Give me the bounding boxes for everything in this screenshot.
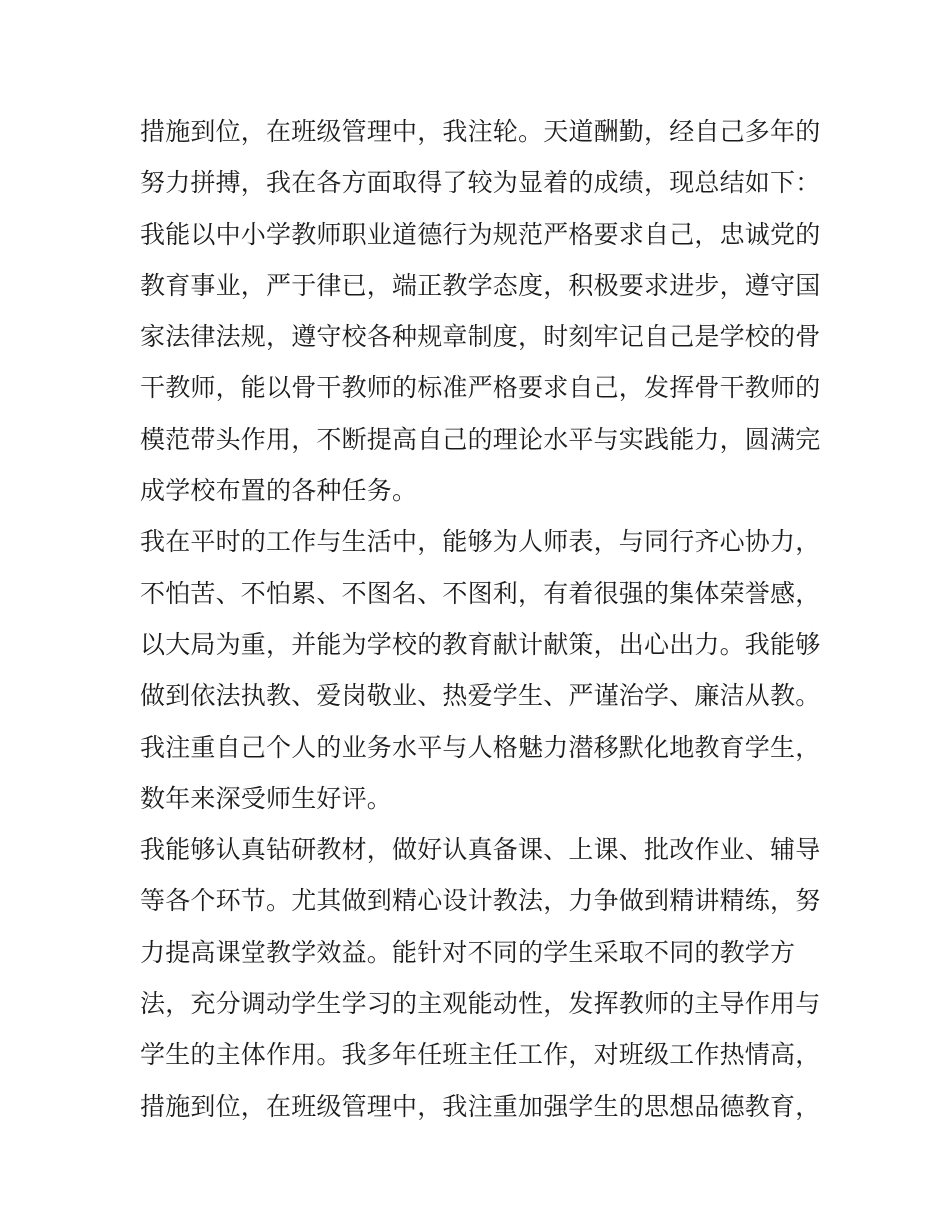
text-line: 法，充分调动学生学习的主观能动性，发挥教师的主导作用与 [140, 989, 821, 1019]
text-line: 家法律法规，遵守校各种规章制度，时刻牢记自己是学校的骨 [140, 322, 821, 352]
text-line: 措施到位，在班级管理中，我注重加强学生的思想品德教育， [140, 1091, 821, 1121]
text-line: 措施到位，在班级管理中，我注轮。天道酬勤，经自己多年的 [140, 117, 821, 146]
text-line: 我注重自己个人的业务水平与人格魅力潜移默化地教育学生， [140, 732, 821, 762]
document-body [140, 106, 830, 1132]
text-line: 我能以中小学教师职业道德行为规范严格要求自己，忠诚党的 [140, 219, 821, 249]
text-line: 我能够认真钻研教材，做好认真备课、上课、批改作业、辅导 [140, 835, 821, 865]
text-line: 努力拼搏，我在各方面取得了较为显着的成绩，现总结如下： [140, 168, 821, 198]
text-line: 不怕苦、不怕累、不图名、不图利，有着很强的集体荣誉感， [140, 578, 821, 608]
text-line: 数年来深受师生好评。 [140, 783, 393, 813]
text-line: 力提高课堂教学效益。能针对不同的学生采取不同的教学方 [140, 937, 796, 967]
text-line: 等各个环节。尤其做到精心设计教法，力争做到精讲精练，努 [140, 886, 821, 916]
text-line: 成学校布置的各种任务。 [140, 476, 418, 506]
text-line: 干教师，能以骨干教师的标准严格要求自己，发挥骨干教师的 [140, 373, 821, 403]
text-line: 学生的主体作用。我多年任班主任工作，对班级工作热情高， [140, 1040, 821, 1070]
text-line: 教育事业，严于律已，端正教学态度，积极要求进步，遵守国 [140, 270, 821, 300]
text-line: 做到依法执教、爱岗敬业、热爱学生、严谨治学、廉洁从教。 [140, 681, 821, 711]
text-line: 模范带头作用，不断提高自己的理论水平与实践能力，圆满完 [140, 424, 821, 454]
text-line: 我在平时的工作与生活中，能够为人师表，与同行齐心协力， [140, 527, 821, 557]
text-line: 以大局为重，并能为学校的教育献计献策，出心出力。我能够 [140, 629, 821, 659]
